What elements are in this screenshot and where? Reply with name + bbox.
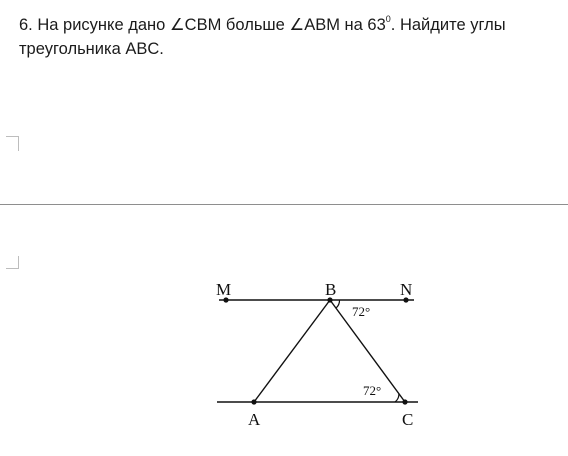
label-n: N xyxy=(400,280,413,299)
problem-text-part2: . Найдите углы треугольника ABC. xyxy=(19,16,506,58)
angle-arc-b xyxy=(336,300,340,308)
angle-label-c: 72° xyxy=(363,383,382,398)
angle-label-b: 72° xyxy=(352,304,371,319)
angle-arc-c xyxy=(395,394,399,402)
label-m: M xyxy=(216,280,232,299)
label-b: B xyxy=(325,280,337,299)
label-a: A xyxy=(248,410,261,429)
label-c: C xyxy=(402,410,414,429)
point-c xyxy=(402,399,407,404)
problem-number: 6. xyxy=(19,16,33,34)
problem-text-part1: На рисунке дано ∠CBM больше ∠ABM на 63 xyxy=(37,16,386,34)
side-ba xyxy=(254,300,330,402)
point-a xyxy=(251,399,256,404)
degree-exponent: 0 xyxy=(385,14,391,24)
